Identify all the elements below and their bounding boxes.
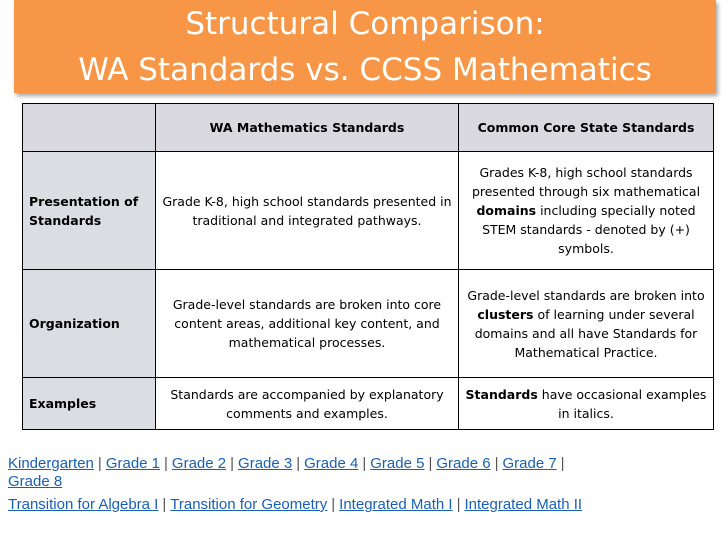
comparison-table bbox=[22, 103, 714, 430]
title-banner bbox=[14, 0, 716, 93]
link-integrated-math-2[interactable]: Integrated Math II bbox=[464, 496, 583, 513]
link-grade-5[interactable]: Grade 5 bbox=[370, 455, 425, 472]
wa-organization-cell: Grade-level standards are broken into core content areas, additional key content, and mathematical processes. bbox=[156, 270, 459, 378]
row-label-presentation: Presentation of Standards bbox=[23, 152, 156, 270]
separator: | bbox=[97, 455, 102, 472]
ccss-emphasis: clusters bbox=[477, 306, 534, 322]
wa-examples-cell: Standards are accompanied by explanatory comments and examples. bbox=[156, 378, 459, 430]
link-grade-8[interactable]: Grade 8 bbox=[8, 473, 63, 490]
separator: | bbox=[331, 496, 336, 513]
link-grade-1[interactable]: Grade 1 bbox=[105, 455, 161, 472]
header-ccss-standards: Common Core State Standards bbox=[459, 104, 714, 152]
link-grade-2[interactable]: Grade 2 bbox=[171, 455, 227, 472]
title-line-2: WA Standards vs. CCSS Mathematics bbox=[78, 52, 652, 88]
separator: | bbox=[164, 455, 168, 472]
separator: | bbox=[162, 496, 167, 513]
grade-links-line-1 bbox=[8, 455, 723, 472]
separator: | bbox=[230, 455, 235, 472]
link-grade-6[interactable]: Grade 6 bbox=[436, 455, 491, 472]
grade-links-line-2 bbox=[8, 473, 723, 490]
separator: | bbox=[560, 455, 565, 472]
ccss-examples-cell bbox=[459, 378, 714, 430]
header-corner-cell bbox=[23, 104, 156, 152]
ccss-organization-cell bbox=[459, 270, 714, 378]
table-row bbox=[23, 378, 714, 430]
table-header-row bbox=[23, 104, 714, 152]
wa-presentation-cell: Grade K-8, high school standards presented in traditional and integrated pathways. bbox=[156, 152, 459, 270]
link-kindergarten[interactable]: Kindergarten bbox=[8, 455, 94, 472]
course-links bbox=[8, 496, 723, 513]
row-label-organization: Organization bbox=[23, 270, 156, 378]
table-row bbox=[23, 152, 714, 270]
ccss-presentation-cell bbox=[459, 152, 714, 270]
link-grade-4[interactable]: Grade 4 bbox=[304, 455, 359, 472]
ccss-text-part: including specially noted STEM standards - denoted by (+) symbols. bbox=[482, 203, 696, 256]
ccss-text-part: Grades K-8, high school standards presented through six mathematical bbox=[471, 165, 701, 199]
ccss-emphasis: domains bbox=[476, 203, 537, 218]
link-transition-geometry[interactable]: Transition for Geometry bbox=[170, 496, 328, 513]
link-transition-algebra-1[interactable]: Transition for Algebra I bbox=[8, 496, 159, 513]
table-row bbox=[23, 270, 714, 378]
separator: | bbox=[428, 455, 433, 472]
link-grade-7[interactable]: Grade 7 bbox=[502, 455, 557, 472]
ccss-text-part: of learning under several domains and all have Standards for Mathematical Practice. bbox=[474, 306, 698, 360]
title-line-1: Structural Comparison: bbox=[185, 6, 545, 42]
separator: | bbox=[456, 496, 461, 513]
header-wa-standards: WA Mathematics Standards bbox=[156, 104, 459, 152]
ccss-text-part: have occasional examples in italics. bbox=[537, 386, 707, 421]
separator: | bbox=[362, 455, 367, 472]
separator: | bbox=[296, 455, 301, 472]
separator: | bbox=[494, 455, 499, 472]
link-integrated-math-1[interactable]: Integrated Math I bbox=[339, 496, 453, 513]
link-grade-3[interactable]: Grade 3 bbox=[238, 455, 293, 472]
ccss-emphasis: Standards bbox=[465, 386, 538, 402]
row-label-examples: Examples bbox=[23, 378, 156, 430]
ccss-text-part: Grade-level standards are broken into bbox=[467, 287, 705, 303]
